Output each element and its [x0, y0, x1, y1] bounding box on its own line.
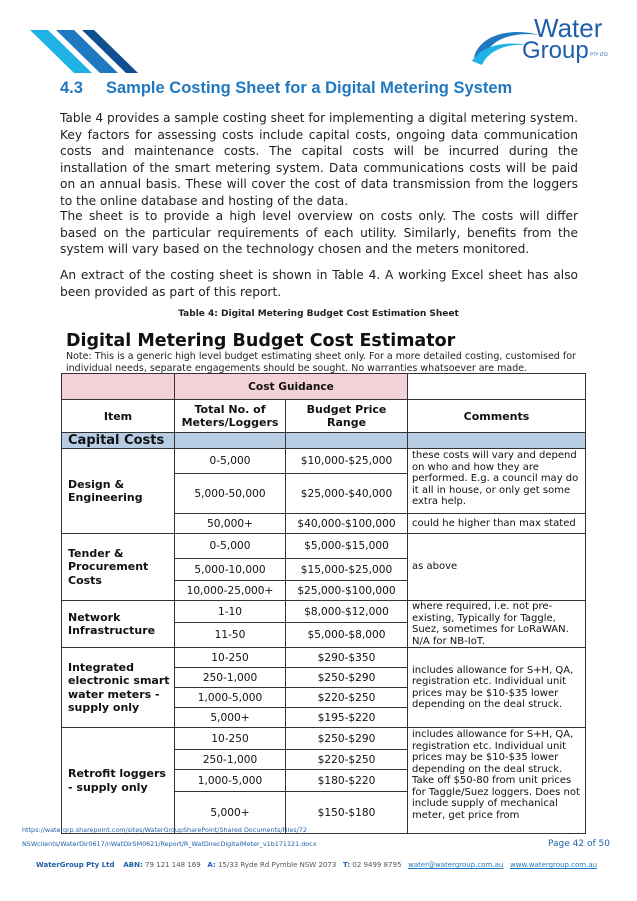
price-cell: $180-$220	[286, 770, 408, 792]
price-cell: $5,000-$8,000	[286, 623, 408, 648]
table-row	[62, 534, 586, 559]
cost-guidance-header: Cost Guidance	[175, 374, 408, 400]
cost-estimator-table	[61, 373, 586, 834]
water-drop-stripes-logo	[30, 28, 140, 73]
price-cell: $15,000-$25,000	[286, 559, 408, 581]
price-cell: $195-$220	[286, 708, 408, 728]
comment-cell: includes allowance for S+H, QA, registration etc. Individual unit prices may be $10-$35 lower depending on the deal struck.	[408, 648, 586, 728]
meters-cell: 10-250	[175, 648, 286, 668]
sheet-title: Digital Metering Budget Cost Estimator	[66, 331, 456, 351]
table-row	[62, 728, 586, 750]
meters-cell: 11-50	[175, 623, 286, 648]
meters-cell: 1-10	[175, 601, 286, 623]
price-cell: $150-$180	[286, 792, 408, 834]
price-cell: $5,000-$15,000	[286, 534, 408, 559]
meters-cell: 250-1,000	[175, 750, 286, 770]
sheet-note: Note: This is a generic high level budget estimating sheet only. For a more detailed costing, customised for individual needs, separate engagements should be sought. No warranties whatsoever are made.	[66, 351, 576, 374]
company-footer	[36, 861, 597, 869]
section-heading	[60, 79, 512, 98]
meters-column-header: Total No. of Meters/Loggers	[175, 400, 286, 433]
footer-url-line2[interactable]: NSWclients/WaterDir0617/nWatDirSM0621/Report/R_WatDirecDigitalMeter_v1b171121.docx	[22, 840, 317, 848]
address-value: 15/33 Ryde Rd Pymble NSW 2073	[218, 861, 337, 869]
section-number: 4.3	[60, 79, 83, 97]
table-row	[62, 601, 586, 623]
brand-word-water: Water	[534, 13, 603, 43]
website-link[interactable]: www.watergroup.com.au	[510, 861, 598, 869]
address-label: A:	[207, 861, 216, 869]
meters-cell: 1,000-5,000	[175, 688, 286, 708]
company-name: WaterGroup Pty Ltd	[36, 861, 115, 869]
tel-value: 02 9499 8795	[352, 861, 402, 869]
email-link[interactable]: water@watergroup.com.au	[408, 861, 504, 869]
section-title: Sample Costing Sheet for a Digital Metering System	[106, 79, 513, 97]
meters-cell: 10,000-25,000+	[175, 581, 286, 601]
row-label-design: Design & Engineering	[62, 449, 175, 534]
comment-cell: where required, i.e. not pre-existing, Typically for Taggle, Suez, sometimes for LoRaWAN. N/A for NB-IoT.	[408, 601, 586, 648]
footer-url-line1[interactable]: https://watergrp.sharepoint.com/sites/WaterGroupSharePoint/Shared Documents/Files/72	[22, 826, 307, 834]
tel-label: T:	[342, 861, 351, 869]
paragraph-overview: The sheet is to provide a high level overview on costs only. The costs will differ based on the particular requirements of each utility. Similarly, benefits from the system will vary based on the technology chosen and the meters monitored.	[60, 209, 578, 256]
price-cell: $250-$290	[286, 728, 408, 750]
meters-cell: 5,000+	[175, 792, 286, 834]
empty-header-cell	[408, 374, 586, 400]
comment-cell: as above	[408, 534, 586, 601]
brand-suffix: PTY LTD	[590, 53, 608, 58]
meters-cell: 1,000-5,000	[175, 770, 286, 792]
meters-cell: 0-5,000	[175, 449, 286, 474]
paragraph-intro: Table 4 provides a sample costing sheet for implementing a digital metering system. Key factors for assessing costs include capital costs, ongoing data communication costs and maintenance costs. The capital costs will be incurred during the installation of the smart metering system. Data communications costs will be paid on an annual basis. These will cover the cost of data transmission from the loggers to the online database and hosting of the data.	[60, 111, 578, 208]
row-label-tender: Tender & Procurement Costs	[62, 534, 175, 601]
price-cell: $220-$250	[286, 688, 408, 708]
meters-cell: 5,000-50,000	[175, 474, 286, 514]
row-label-smart-meters: Integrated electronic smart water meters - supply only	[62, 648, 175, 728]
meters-cell: 5,000+	[175, 708, 286, 728]
meters-cell: 5,000-10,000	[175, 559, 286, 581]
abn-label: ABN:	[123, 861, 143, 869]
meters-cell: 0-5,000	[175, 534, 286, 559]
meters-cell: 50,000+	[175, 514, 286, 534]
comment-cell: includes allowance for S+H, QA, registration etc. Individual unit prices may be $10-$35 lower depending on the deal struck. Take off $50-80 from unit prices for Taggle/Suez loggers. Does not include supply of mechanical meter, get price from	[408, 728, 586, 834]
price-column-header: Budget Price Range	[286, 400, 408, 433]
row-label-retrofit: Retrofit loggers - supply only	[62, 728, 175, 834]
comment-cell: could he higher than max stated	[408, 514, 586, 534]
price-cell: $10,000-$25,000	[286, 449, 408, 474]
price-cell: $8,000-$12,000	[286, 601, 408, 623]
price-cell: $220-$250	[286, 750, 408, 770]
comments-column-header: Comments	[408, 400, 586, 433]
meters-cell: 10-250	[175, 728, 286, 750]
row-label-network: Network Infrastructure	[62, 601, 175, 648]
table-row	[62, 449, 586, 474]
brand-word-group: Group	[522, 37, 589, 64]
table-caption: Table 4: Digital Metering Budget Cost Estimation Sheet	[178, 309, 459, 319]
abn-value: 79 121 148 169	[145, 861, 201, 869]
price-cell: $25,000-$40,000	[286, 474, 408, 514]
price-cell: $25,000-$100,000	[286, 581, 408, 601]
price-cell: $290-$350	[286, 648, 408, 668]
table-row	[62, 648, 586, 668]
comment-cell: these costs will vary and depend on who and how they are performed. E.g. a council may do it all in house, or only get some extra help.	[408, 449, 586, 514]
paragraph-extract: An extract of the costing sheet is shown in Table 4. A working Excel sheet has also been provided as part of this report.	[60, 268, 578, 299]
price-cell: $40,000-$100,000	[286, 514, 408, 534]
item-column-header: Item	[62, 400, 175, 433]
price-cell: $250-$290	[286, 668, 408, 688]
page-number: Page 42 of 50	[548, 839, 610, 849]
empty-header-cell	[62, 374, 175, 400]
meters-cell: 250-1,000	[175, 668, 286, 688]
capital-costs-label: Capital Costs	[62, 433, 175, 449]
watergroup-logo	[470, 15, 610, 75]
